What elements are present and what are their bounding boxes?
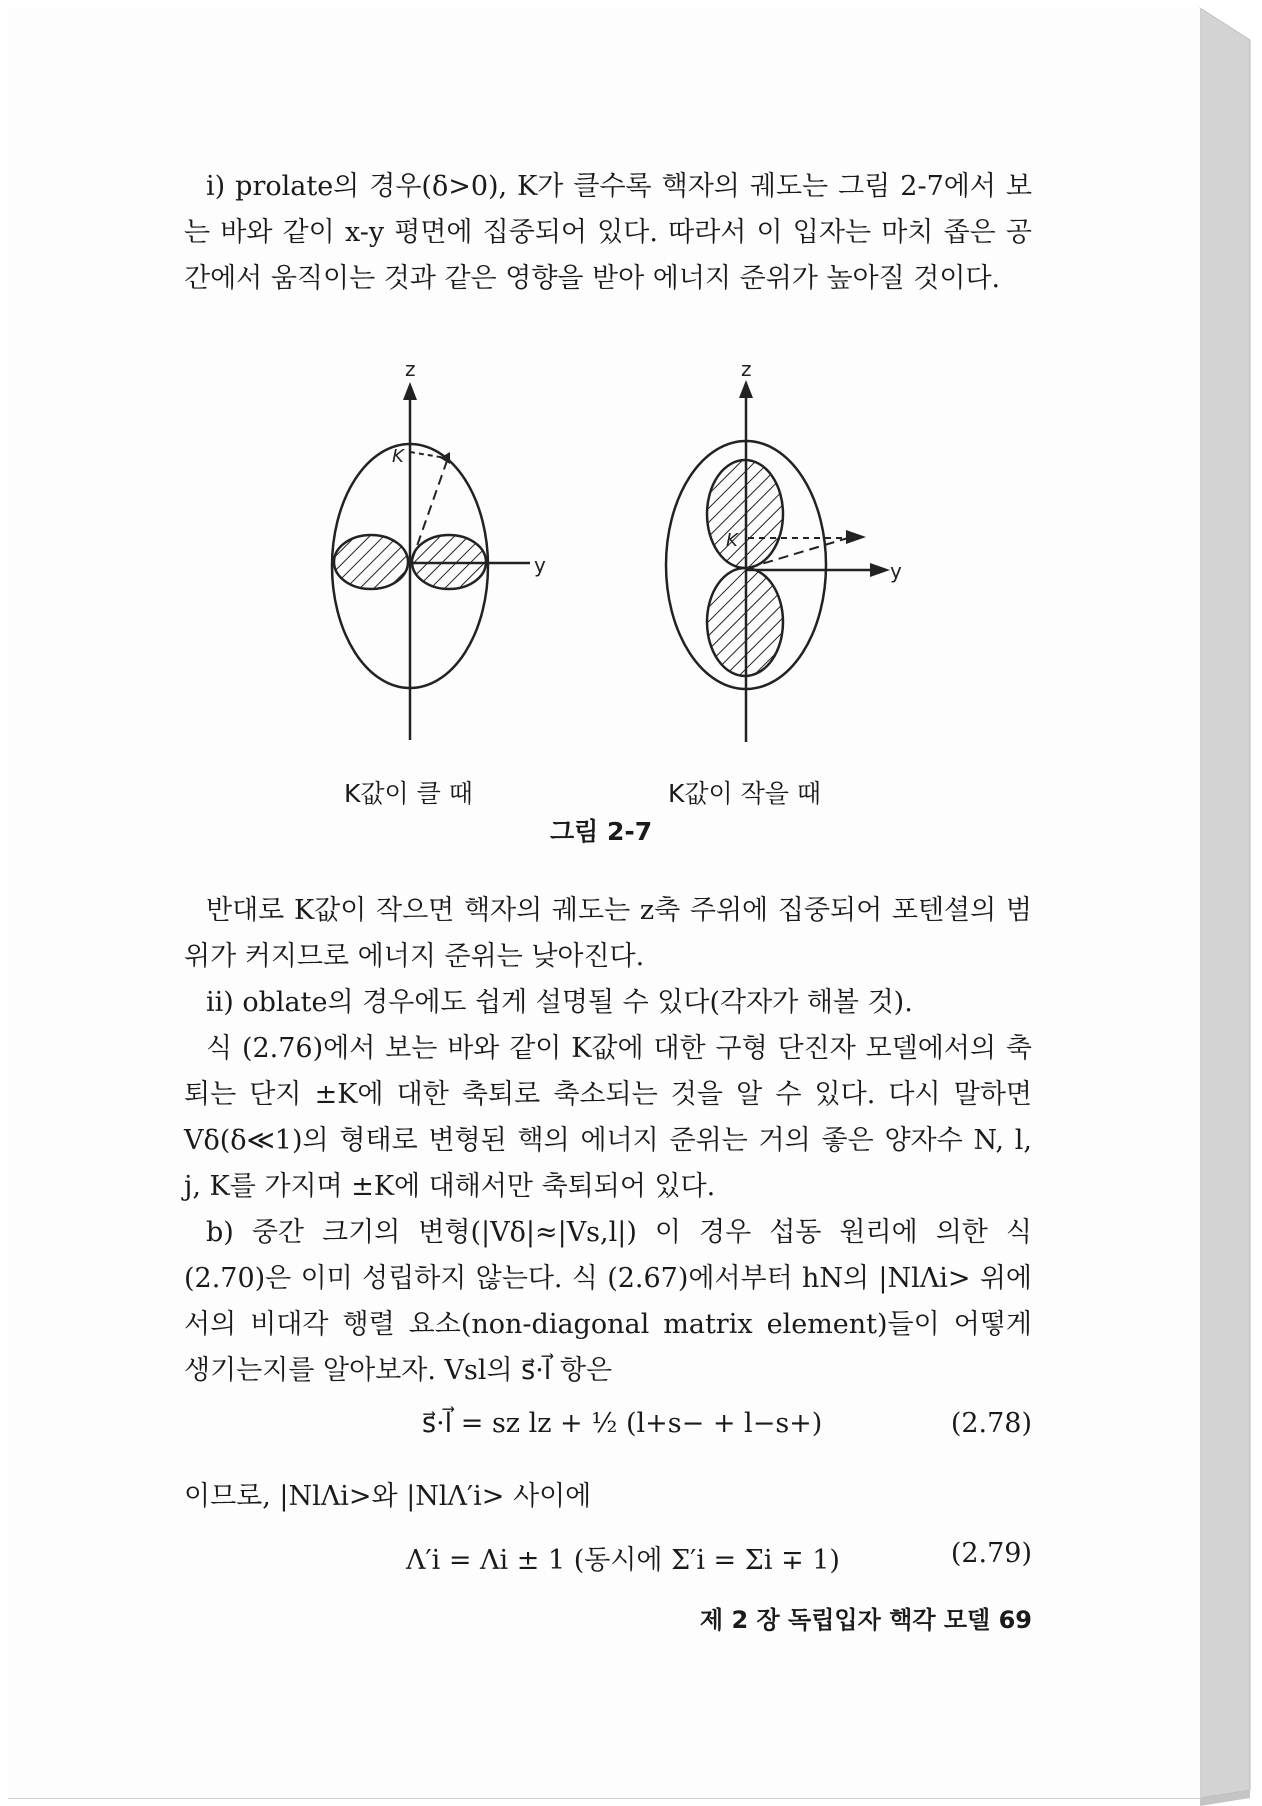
z-label-left: z — [405, 357, 416, 381]
k-label-left: K — [392, 446, 404, 467]
equation-2-78-body: s⃗·l⃗ = sz lz + ½ (l+s− + l−s+) — [422, 1408, 823, 1439]
y-arrow-right — [870, 563, 890, 577]
paragraph-small-k: 반대로 K값이 작으면 핵자의 궤도는 z축 주위에 집중되어 포텐셜의 범위가 커지므로 에너지 준위는 낮아진다. — [184, 895, 1032, 972]
paragraph-between: 이므로, |NlΛi>와 |NlΛ′i> 사이에 — [184, 1481, 592, 1512]
page-footer: 제 2 장 독립입자 핵각 모델 69 — [699, 1606, 1032, 1634]
equation-2-78 — [184, 1408, 1032, 1454]
diagram-large-k — [332, 382, 530, 740]
equation-2-79 — [184, 1538, 1032, 1584]
paragraph-intermediate: b) 중간 크기의 변형(|Vδ|≈|Vs,l|) 이 경우 섭동 원리에 의한 식 (2.70)은 이미 성립하지 않는다. 식 (2.67)에서부터 hN의 |NlΛi> 위에서의 비대각 행렬 요소(non-diagonal matrix element)들이 어떻게 생기는지를 알아보자. Vsl의 s⃗·l⃗ 항은 — [184, 1217, 1032, 1386]
diagram-small-k — [666, 380, 890, 742]
k-arrow-right — [846, 530, 866, 544]
y-label-right: y — [890, 559, 902, 583]
paragraph-oblate: ii) oblate의 경우에도 쉽게 설명될 수 있다(각자가 해볼 것). — [206, 987, 913, 1018]
equation-2-79-body: Λ′i = Λi ± 1 (동시에 Σ′i = Σi ∓ 1) — [406, 1545, 840, 1576]
equation-2-79-number: (2.79) — [950, 1538, 1032, 1569]
middle-text-block — [184, 888, 1032, 1394]
caption-right: K값이 작을 때 — [668, 779, 822, 808]
z-arrow-right — [739, 380, 753, 398]
z-label-right: z — [741, 357, 752, 381]
y-label-left: y — [534, 553, 546, 577]
lobe-left-a — [334, 535, 408, 589]
paragraph-degeneracy: 식 (2.76)에서 보는 바와 같이 K값에 대한 구형 단진자 모델에서의 축퇴는 단지 ±K에 대한 축퇴로 축소되는 것을 알 수 있다. 다시 말하면 Vδ(δ≪1)의 형태로 변형된 핵의 에너지 준위는 거의 좋은 양자수 N, l, j, K를 가지며 ±K에 대해서만 축퇴되어 있다. — [184, 1033, 1032, 1202]
paragraph-prolate: i) prolate의 경우(δ>0), K가 클수록 핵자의 궤도는 그림 2-7에서 보는 바와 같이 x-y 평면에 집중되어 있다. 따라서 이 입자는 마치 좁은 공간에서 움직이는 것과 같은 영향을 받아 에너지 준위가 높아질 것이다. — [184, 171, 1032, 294]
z-arrow-left — [403, 382, 417, 400]
equation-2-78-number: (2.78) — [950, 1408, 1032, 1439]
figure-title: 그림 2-7 — [550, 817, 653, 846]
between-text-block — [184, 1474, 1032, 1520]
caption-left: K값이 클 때 — [344, 779, 473, 808]
k-label-right: K — [726, 530, 738, 551]
